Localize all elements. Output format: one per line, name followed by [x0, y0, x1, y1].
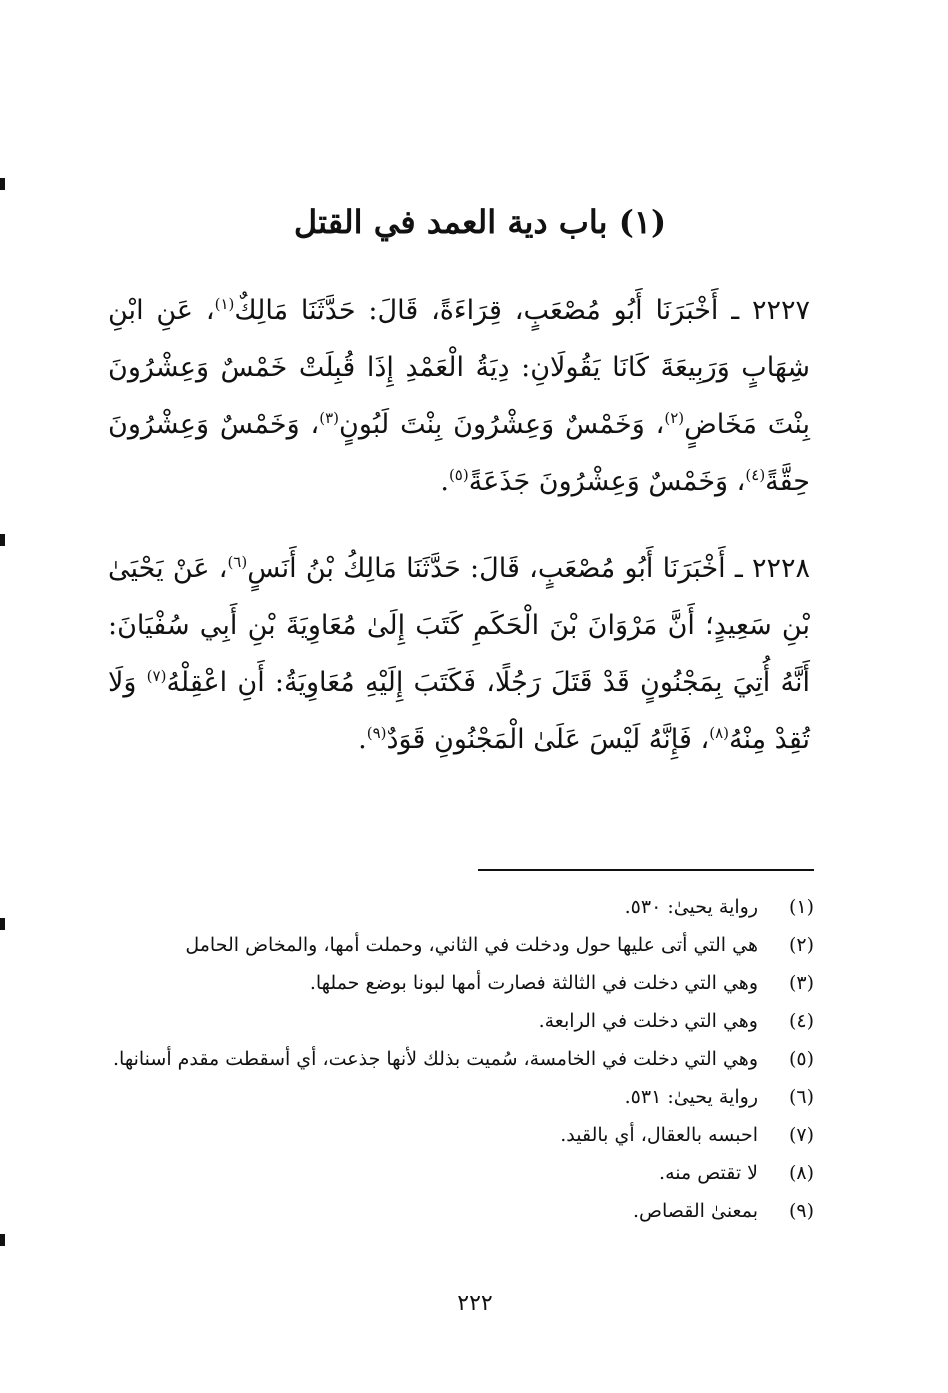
- scan-edge-mark: [0, 1234, 5, 1246]
- footnote-text: احبسه بالعقال، أي بالقيد.: [560, 1124, 758, 1146]
- footnote: [108, 1078, 814, 1116]
- page-number: ٢٢٢: [457, 1291, 493, 1316]
- hadith-2227: [108, 282, 810, 510]
- scan-edge-mark: [0, 918, 5, 930]
- footnote: [108, 888, 814, 926]
- footnote-text: بمعنىٰ القصاص.: [632, 1200, 758, 1222]
- footnote-number: (٨): [788, 1162, 814, 1184]
- footnote: [108, 1154, 814, 1192]
- footnote: [108, 926, 814, 964]
- footnote-ref: (٦): [227, 553, 248, 571]
- footnote: [108, 1192, 814, 1230]
- hadith-text: .: [440, 466, 449, 497]
- footnote-number: (٥): [788, 1048, 814, 1070]
- hadith-text: ٢٢٢٨ ـ أَخْبَرَنَا أَبُو مُصْعَبٍ، قَالَ: حَدَّثَنَا مَالِكُ بْنُ أَنَسٍ: [247, 553, 811, 584]
- footnote-divider: [478, 869, 814, 871]
- hadith-text: وَلَا تُقِدْ مِنْهُ: [108, 667, 810, 755]
- footnote-number: (٧): [788, 1124, 814, 1146]
- footnote-ref: (٩): [366, 724, 387, 742]
- footnote-ref: (٨): [709, 724, 729, 742]
- footnote-text: وهي التي دخلت في الثالثة فصارت أمها لبونا بوضع حملها.: [309, 972, 758, 994]
- footnote-text: لا تقتص منه.: [659, 1162, 758, 1184]
- scan-edge-mark: [0, 534, 5, 546]
- hadith-2228: [108, 540, 810, 768]
- footnote-ref: (٤): [745, 466, 766, 484]
- footnotes-list: [108, 888, 814, 1230]
- footnote-number: (٣): [788, 972, 814, 994]
- footnote-text: هي التي أتى عليها حول ودخلت في الثاني، وحملت أمها، والمخاض الحامل: [185, 934, 758, 956]
- footnote-ref: (٢): [664, 409, 685, 427]
- hadith-text: ، وَخَمْسٌ وَعِشْرُونَ بِنْتَ لَبُونٍ: [339, 409, 665, 440]
- footnote: [108, 964, 814, 1002]
- footnote-ref: (٥): [448, 466, 469, 484]
- footnote-number: (١): [788, 896, 814, 918]
- footnote-number: (٦): [788, 1086, 814, 1108]
- hadith-text: ، وَخَمْسٌ وَعِشْرُونَ حِقَّةً: [108, 409, 810, 497]
- hadith-text: ، عَنْ يَحْيَىٰ بْنِ سَعِيدٍ؛ أَنَّ مَرْوَانَ بْنَ الْحَكَمِ كَتَبَ إِلَىٰ مُعَاوِيَةَ بْنِ أَبِي سُفْيَانَ: أَنَّهُ أُتِيَ بِمَجْنُونٍ قَدْ قَتَلَ رَجُلًا، فَكَتَبَ إِلَيْهِ مُعَاوِيَةُ: أَنِ اعْقِلْهُ: [108, 553, 810, 698]
- footnote-number: (٩): [788, 1200, 814, 1222]
- hadith-text: ، عَنِ ابْنِ شِهَابٍ وَرَبِيعَةَ كَانَا يَقُولَانِ: دِيَةُ الْعَمْدِ إِذَا قُبِلَتْ خَمْسٌ وَعِشْرُونَ بِنْتَ مَخَاضٍ: [108, 295, 810, 440]
- footnote: [108, 1116, 814, 1154]
- footnote-ref: (٣): [319, 409, 340, 427]
- footnote-text: وهي التي دخلت في الخامسة، سُميت بذلك لأنها جذعت، أي أسقطت مقدم أسنانها.: [113, 1048, 758, 1070]
- hadith-text: .: [358, 724, 367, 755]
- hadith-text: ، فَإِنَّهُ لَيْسَ عَلَىٰ الْمَجْنُونِ قَوَدٌ: [386, 724, 710, 755]
- hadith-text: ، وَخَمْسٌ وَعِشْرُونَ جَذَعَةً: [468, 466, 746, 497]
- footnote: [108, 1002, 814, 1040]
- scan-edge-mark: [0, 178, 5, 190]
- footnote-text: رواية يحيىٰ: ٥٣٠.: [624, 896, 758, 918]
- footnote-number: (٤): [788, 1010, 814, 1032]
- footnote-ref: (٧): [146, 667, 167, 685]
- hadith-text: ٢٢٢٧ ـ أَخْبَرَنَا أَبُو مُصْعَبٍ، قِرَاءَةً، قَالَ: حَدَّثَنَا مَالِكٌ: [234, 295, 810, 326]
- chapter-title: (١) باب دية العمد في القتل: [293, 203, 667, 241]
- footnote-text: رواية يحيىٰ: ٥٣١.: [624, 1086, 758, 1108]
- footnote-number: (٢): [788, 934, 814, 956]
- footnote-text: وهي التي دخلت في الرابعة.: [538, 1010, 758, 1032]
- footnote: [108, 1040, 814, 1078]
- footnote-ref: (١): [214, 295, 235, 313]
